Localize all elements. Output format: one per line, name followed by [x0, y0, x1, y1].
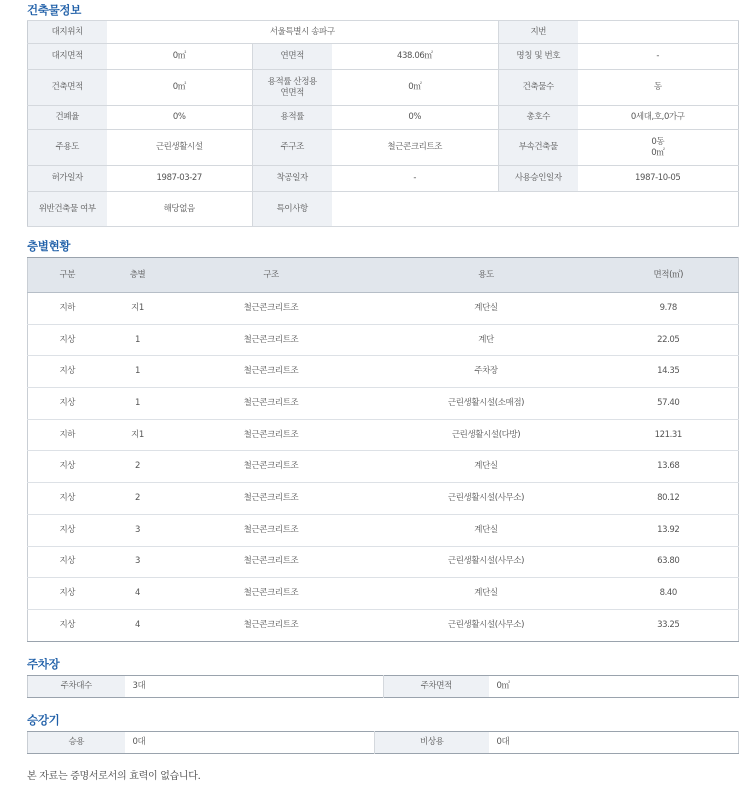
- site-location-value: 서울특별시 송파구: [107, 21, 499, 44]
- parking-title: 주차장: [27, 657, 60, 671]
- floor-area: 63.80: [599, 546, 739, 578]
- table-row: [28, 609, 739, 641]
- name-number-value: -: [578, 44, 739, 70]
- elevator-emergency-label: 비상용: [375, 732, 489, 754]
- info-row: [28, 166, 739, 192]
- footer-note: 본 자료는 증명서로서의 효력이 없습니다.: [27, 771, 201, 782]
- col-header-division: 구분: [28, 258, 107, 293]
- table-row: [28, 483, 739, 515]
- floor-level: 3: [107, 546, 169, 578]
- bcr-label: 건폐율: [28, 106, 107, 130]
- building-count-label: 건축물수: [499, 70, 578, 106]
- floor-use: 계단: [374, 324, 599, 356]
- floor-level: 지1: [107, 419, 169, 451]
- floor-area: 57.40: [599, 388, 739, 420]
- floor-use: 근린생활시설(사무소): [374, 609, 599, 641]
- table-row: [28, 514, 739, 546]
- main-structure-label: 주구조: [253, 130, 332, 166]
- violation-label: 위반건축물 여부: [28, 192, 107, 227]
- special-label: 특이사항: [253, 192, 332, 227]
- floor-structure: 철근콘크리트조: [169, 514, 374, 546]
- table-row: [28, 419, 739, 451]
- far-label: 용적률: [253, 106, 332, 130]
- floor-use: 계단실: [374, 293, 599, 325]
- floor-division: 지상: [28, 388, 107, 420]
- info-row: [28, 106, 739, 130]
- floor-level: 2: [107, 483, 169, 515]
- table-row: [28, 451, 739, 483]
- permit-date-value: 1987-03-27: [107, 166, 253, 192]
- site-area-label: 대지면적: [28, 44, 107, 70]
- floor-division: 지상: [28, 514, 107, 546]
- annex-count: 0동: [651, 136, 665, 147]
- info-row: [28, 130, 739, 166]
- floor-division: 지하: [28, 293, 107, 325]
- parking-area-value: 0㎡: [496, 681, 510, 691]
- floor-area: 14.35: [599, 356, 739, 388]
- approval-date-value: 1987-10-05: [578, 166, 739, 192]
- units-label: 총호수: [499, 106, 578, 130]
- parking-count-label: 주차대수: [28, 676, 125, 698]
- col-header-area: 면적(㎡): [599, 258, 739, 293]
- table-row: [28, 293, 739, 325]
- floor-division: 지하: [28, 419, 107, 451]
- start-date-label: 착공일자: [253, 166, 332, 192]
- main-use-value: 근린생활시설: [107, 130, 253, 166]
- elevator-table: [27, 731, 739, 754]
- elevator-row: [28, 732, 739, 754]
- lot-number-label: 지번: [499, 21, 578, 44]
- floor-use: 근린생활시설(다방): [374, 419, 599, 451]
- building-area-value: 0㎡: [107, 70, 253, 106]
- floor-division: 지상: [28, 324, 107, 356]
- floor-structure: 철근콘크리트조: [169, 293, 374, 325]
- floor-level: 지1: [107, 293, 169, 325]
- info-row: [28, 44, 739, 70]
- floor-division: 지상: [28, 451, 107, 483]
- col-header-floor: 층별: [107, 258, 169, 293]
- elevator-passenger-label: 승용: [28, 732, 125, 754]
- units-value: 0세대,호,0가구: [578, 106, 739, 130]
- main-use-label: 주용도: [28, 130, 107, 166]
- floor-structure: 철근콘크리트조: [169, 609, 374, 641]
- annex-label: 부속건축물: [499, 130, 578, 166]
- annex-value: [578, 130, 739, 166]
- floor-level: 1: [107, 388, 169, 420]
- name-number-label: 명칭 및 번호: [499, 44, 578, 70]
- floors-table: [27, 257, 739, 642]
- building-info-title: 건축물정보: [27, 3, 82, 17]
- floor-area: 22.05: [599, 324, 739, 356]
- floor-structure: 철근콘크리트조: [169, 483, 374, 515]
- floor-area: 9.78: [599, 293, 739, 325]
- floors-header-row: [28, 258, 739, 293]
- elevator-title: 승강기: [27, 713, 60, 727]
- far-value: 0%: [332, 106, 499, 130]
- violation-value: 해당없음: [107, 192, 253, 227]
- floor-area: 80.12: [599, 483, 739, 515]
- floor-division: 지상: [28, 356, 107, 388]
- floor-structure: 철근콘크리트조: [169, 324, 374, 356]
- floor-use: 근린생활시설(사무소): [374, 546, 599, 578]
- table-row: [28, 324, 739, 356]
- building-area-label: 건축면적: [28, 70, 107, 106]
- total-floor-area-value: 438.06㎡: [332, 44, 499, 70]
- col-header-structure: 구조: [169, 258, 374, 293]
- elevator-emergency-value: 0대: [496, 737, 510, 747]
- floor-structure: 철근콘크리트조: [169, 578, 374, 610]
- parking-count-value: 3대: [132, 681, 146, 691]
- special-value: [332, 192, 739, 227]
- elevator-passenger-value: 0대: [132, 737, 146, 747]
- floor-area: 8.40: [599, 578, 739, 610]
- floor-level: 4: [107, 609, 169, 641]
- parking-row: [28, 676, 739, 698]
- building-count-value: 동: [578, 70, 739, 106]
- floor-level: 2: [107, 451, 169, 483]
- parking-table: [27, 675, 739, 698]
- floor-division: 지상: [28, 578, 107, 610]
- building-info-table: [27, 20, 739, 227]
- floor-level: 1: [107, 324, 169, 356]
- table-row: [28, 388, 739, 420]
- floor-use: 계단실: [374, 451, 599, 483]
- floor-area: 121.31: [599, 419, 739, 451]
- info-row: [28, 192, 739, 227]
- floor-level: 3: [107, 514, 169, 546]
- floor-level: 4: [107, 578, 169, 610]
- site-area-value: 0㎡: [107, 44, 253, 70]
- total-floor-area-label: 연면적: [253, 44, 332, 70]
- floor-structure: 철근콘크리트조: [169, 356, 374, 388]
- permit-date-label: 허가일자: [28, 166, 107, 192]
- info-row: [28, 70, 739, 106]
- floor-area: 13.68: [599, 451, 739, 483]
- annex-area: 0㎡: [651, 147, 665, 158]
- floor-use: 계단실: [374, 578, 599, 610]
- floor-division: 지상: [28, 609, 107, 641]
- main-structure-value: 철근콘크리트조: [332, 130, 499, 166]
- table-row: [28, 578, 739, 610]
- far-area-label: 용적률 산정용 연면적: [253, 70, 332, 106]
- col-header-use: 용도: [374, 258, 599, 293]
- info-row: [28, 21, 739, 44]
- table-row: [28, 356, 739, 388]
- far-area-value: 0㎡: [332, 70, 499, 106]
- floors-title: 층별현황: [27, 239, 71, 253]
- floor-structure: 철근콘크리트조: [169, 388, 374, 420]
- floor-division: 지상: [28, 483, 107, 515]
- floor-area: 13.92: [599, 514, 739, 546]
- floor-use: 근린생활시설(사무소): [374, 483, 599, 515]
- bcr-value: 0%: [107, 106, 253, 130]
- floor-structure: 철근콘크리트조: [169, 419, 374, 451]
- floor-division: 지상: [28, 546, 107, 578]
- approval-date-label: 사용승인일자: [499, 166, 578, 192]
- floor-level: 1: [107, 356, 169, 388]
- floor-use: 계단실: [374, 514, 599, 546]
- floor-use: 근린생활시설(소매점): [374, 388, 599, 420]
- floor-structure: 철근콘크리트조: [169, 546, 374, 578]
- table-row: [28, 546, 739, 578]
- lot-number-value: [578, 21, 739, 44]
- start-date-value: -: [332, 166, 499, 192]
- floor-use: 주차장: [374, 356, 599, 388]
- floor-structure: 철근콘크리트조: [169, 451, 374, 483]
- parking-area-label: 주차면적: [384, 676, 489, 698]
- floor-area: 33.25: [599, 609, 739, 641]
- site-location-label: 대지위치: [28, 21, 107, 44]
